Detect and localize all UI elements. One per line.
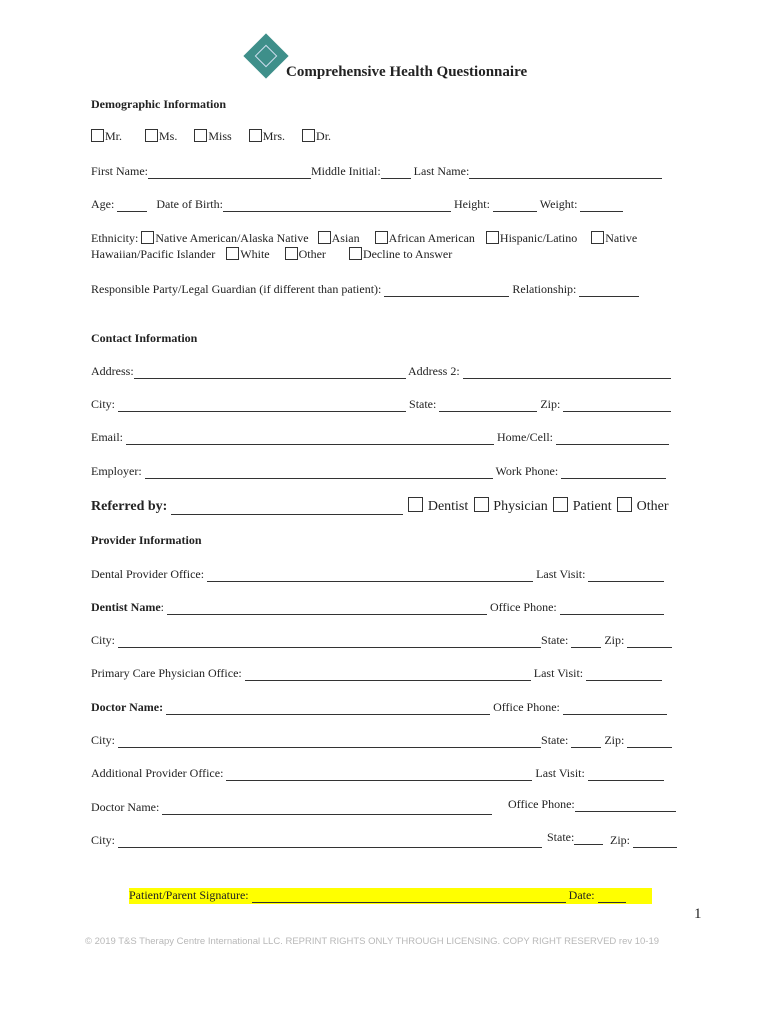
relationship-label: Relationship: xyxy=(512,282,577,296)
ethnicity-other[interactable]: Other xyxy=(285,247,326,261)
weight-field[interactable] xyxy=(580,200,623,212)
additional-zip-field[interactable] xyxy=(633,836,677,848)
demographic-heading: Demographic Information xyxy=(91,97,226,111)
primary-state-field[interactable] xyxy=(571,736,601,748)
dentist-name-field[interactable] xyxy=(167,603,487,615)
dental-state-label: State: xyxy=(541,633,569,647)
ethnicity-asian[interactable]: Asian xyxy=(318,231,360,245)
additional-office-field[interactable] xyxy=(226,769,532,781)
dentist-name-label: Dentist Name xyxy=(91,600,161,614)
additional-city-field[interactable] xyxy=(118,836,542,848)
title-option-ms[interactable]: Ms. xyxy=(145,129,177,143)
referred-dentist[interactable]: Dentist xyxy=(408,499,468,514)
address2-label: Address 2: xyxy=(408,364,460,378)
ethnicity-label: Ethnicity: xyxy=(91,231,139,245)
additional-doctor-label: Doctor Name: xyxy=(91,800,160,814)
contact-heading: Contact Information xyxy=(91,331,198,345)
primary-office-label: Primary Care Physician Office: xyxy=(91,666,242,680)
additional-city-label: City: xyxy=(91,833,116,847)
age-label: Age: xyxy=(91,197,115,211)
signature-row xyxy=(129,888,652,904)
copyright-footer: © 2019 T&S Therapy Centre International LLC. REPRINT RIGHTS ONLY THROUGH LICENSING. COPY RIGHT RESERVED rev 10-19 xyxy=(85,936,660,947)
ethnicity-hispanic[interactable]: Hispanic/Latino xyxy=(486,231,577,245)
referred-by-label: Referred by: xyxy=(91,499,168,514)
title-option-dr[interactable]: Dr. xyxy=(302,129,331,143)
employer-label: Employer: xyxy=(91,464,142,478)
responsible-party-field[interactable] xyxy=(384,285,509,297)
additional-last-visit-label: Last Visit: xyxy=(535,766,585,780)
age-field[interactable] xyxy=(117,200,147,212)
primary-zip-field[interactable] xyxy=(627,736,672,748)
doctor-name-label: Doctor Name: xyxy=(91,700,164,714)
additional-last-visit-field[interactable] xyxy=(588,769,664,781)
dental-office-label: Dental Provider Office: xyxy=(91,567,205,581)
doctor-phone-field[interactable] xyxy=(563,703,667,715)
primary-state-label: State: xyxy=(541,733,569,747)
ethnicity-native-hawaiian[interactable]: Native xyxy=(591,231,637,245)
dental-city-label: City: xyxy=(91,633,116,647)
additional-zip-label: Zip: xyxy=(610,833,630,847)
primary-office-field[interactable] xyxy=(245,669,531,681)
referred-physician[interactable]: Physician xyxy=(474,499,548,514)
height-field[interactable] xyxy=(493,200,537,212)
additional-phone-field[interactable] xyxy=(575,800,676,812)
referred-patient[interactable]: Patient xyxy=(553,499,611,514)
page-number: 1 xyxy=(694,906,702,922)
home-cell-label: Home/Cell: xyxy=(497,430,553,444)
last-name-field[interactable] xyxy=(469,167,662,179)
date-label: Date: xyxy=(568,888,595,902)
employer-field[interactable] xyxy=(145,467,493,479)
provider-heading: Provider Information xyxy=(91,533,202,547)
date-field[interactable] xyxy=(598,891,626,903)
primary-city-field[interactable] xyxy=(118,736,541,748)
referred-other[interactable]: Other xyxy=(617,499,668,514)
title-options xyxy=(91,129,331,144)
last-name-label: Last Name: xyxy=(413,164,470,178)
dob-field[interactable] xyxy=(223,200,451,212)
responsible-party-label: Responsible Party/Legal Guardian (if different than patient): xyxy=(91,282,382,296)
signature-label: Patient/Parent Signature: xyxy=(129,888,249,902)
dob-label: Date of Birth: xyxy=(156,197,223,211)
dental-last-visit-label: Last Visit: xyxy=(536,567,586,581)
dentist-phone-label: Office Phone: xyxy=(490,600,557,614)
email-label: Email: xyxy=(91,430,123,444)
weight-label: Weight: xyxy=(539,197,578,211)
work-phone-label: Work Phone: xyxy=(495,464,559,478)
email-field[interactable] xyxy=(126,433,494,445)
primary-last-visit-label: Last Visit: xyxy=(533,666,584,680)
title-option-mr[interactable]: Mr. xyxy=(91,129,122,143)
ethnicity-decline[interactable]: Decline to Answer xyxy=(349,247,452,261)
relationship-field[interactable] xyxy=(579,285,639,297)
dentist-phone-field[interactable] xyxy=(560,603,664,615)
ethnicity-hawaiian-label: Hawaiian/Pacific Islander xyxy=(91,247,216,261)
doctor-phone-label: Office Phone: xyxy=(493,700,560,714)
middle-initial-field[interactable] xyxy=(381,167,411,179)
state-label: State: xyxy=(409,397,437,411)
first-name-field[interactable] xyxy=(148,167,311,179)
home-cell-field[interactable] xyxy=(556,433,669,445)
ethnicity-white[interactable]: White xyxy=(226,247,269,261)
additional-office-label: Additional Provider Office: xyxy=(91,766,224,780)
ethnicity-native-american[interactable]: Native American/Alaska Native xyxy=(141,231,308,245)
primary-city-label: City: xyxy=(91,733,116,747)
address-label: Address: xyxy=(91,364,134,378)
dental-last-visit-field[interactable] xyxy=(588,570,664,582)
dental-zip-field[interactable] xyxy=(627,636,672,648)
logo-icon xyxy=(243,33,288,78)
additional-phone-label: Office Phone: xyxy=(508,797,575,811)
primary-last-visit-field[interactable] xyxy=(586,669,662,681)
address-field[interactable] xyxy=(134,367,406,379)
title-option-miss[interactable]: Miss xyxy=(194,129,231,143)
city-label: City: xyxy=(91,397,116,411)
page-title: Comprehensive Health Questionnaire xyxy=(286,64,528,80)
height-label: Height: xyxy=(453,197,490,211)
city-field[interactable] xyxy=(118,400,406,412)
dental-office-field[interactable] xyxy=(207,570,533,582)
referred-by-field[interactable] xyxy=(171,501,403,515)
ethnicity-african-american[interactable]: African American xyxy=(375,231,475,245)
primary-zip-label: Zip: xyxy=(604,733,625,747)
middle-initial-label: Middle Initial: xyxy=(311,164,381,178)
address2-field[interactable] xyxy=(463,367,671,379)
state-field[interactable] xyxy=(439,400,537,412)
signature-field[interactable] xyxy=(252,891,566,903)
zip-field[interactable] xyxy=(563,400,671,412)
additional-state-field[interactable] xyxy=(574,833,603,845)
title-option-mrs[interactable]: Mrs. xyxy=(249,129,285,143)
zip-label: Zip: xyxy=(540,397,561,411)
additional-state-label: State: xyxy=(547,830,575,844)
doctor-name-field[interactable] xyxy=(166,703,490,715)
dental-state-field[interactable] xyxy=(571,636,601,648)
work-phone-field[interactable] xyxy=(561,467,666,479)
additional-doctor-field[interactable] xyxy=(162,803,492,815)
first-name-label: First Name: xyxy=(91,164,148,178)
dental-city-field[interactable] xyxy=(118,636,541,648)
dental-zip-label: Zip: xyxy=(604,633,625,647)
